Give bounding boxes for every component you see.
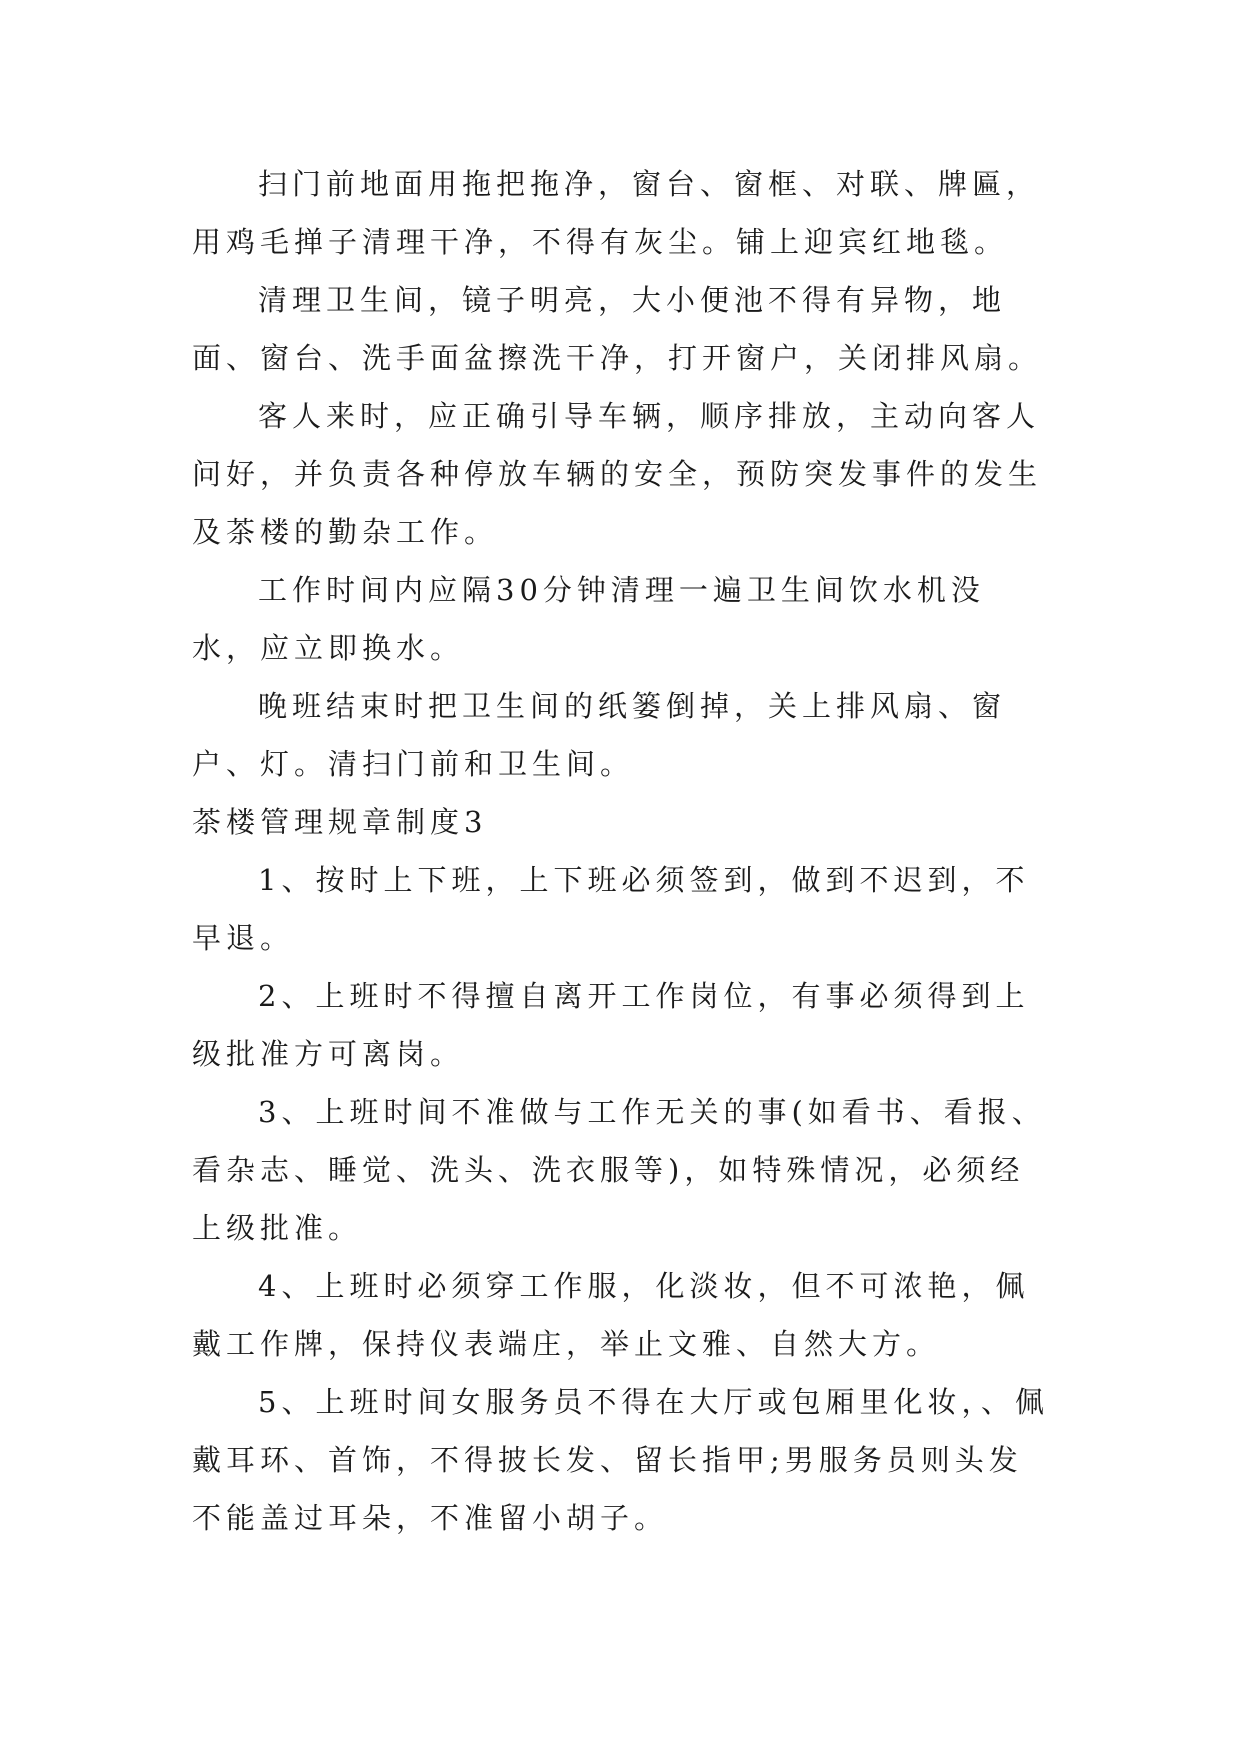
rule-item-3: 3、上班时间不准做与工作无关的事(如看书、看报、看杂志、睡觉、洗头、洗衣服等)，如特殊情况，必须经上级批准。 — [192, 1095, 1046, 1245]
paragraph-night-shift: 晚班结束时把卫生间的纸篓倒掉，关上排风扇、窗户、灯。清扫门前和卫生间。 — [192, 689, 1007, 781]
rule-item-2: 2、上班时不得擅自离开工作岗位，有事必须得到上级批准方可离岗。 — [192, 979, 1030, 1071]
section-title: 茶楼管理规章制度3 — [192, 805, 488, 839]
paragraph-work-interval: 工作时间内应隔30分钟清理一遍卫生间饮水机没水，应立即换水。 — [192, 573, 985, 665]
rule-item-5: 5、上班时间女服务员不得在大厅或包厢里化妆，、佩戴耳环、首饰，不得披长发、留长指甲;男服务员则头发不能盖过耳朵，不准留小胡子。 — [192, 1385, 1049, 1535]
rule-item-4: 4、上班时必须穿工作服，化淡妆，但不可浓艳，佩戴工作牌，保持仪表端庄，举止文雅、自然大方。 — [192, 1269, 1030, 1361]
document-page — [192, 155, 1052, 1547]
paragraph-guide-vehicles: 客人来时，应正确引导车辆，顺序排放，主动向客人问好，并负责各种停放车辆的安全，预防突发事件的发生及茶楼的勤杂工作。 — [192, 399, 1043, 549]
paragraph-sweep-entrance: 扫门前地面用拖把拖净，窗台、窗框、对联、牌匾，用鸡毛掸子清理干净，不得有灰尘。铺上迎宾红地毯。 — [192, 167, 1041, 259]
paragraph-clean-restroom: 清理卫生间，镜子明亮，大小便池不得有异物，地面、窗台、洗手面盆擦洗干净，打开窗户，关闭排风扇。 — [192, 283, 1043, 375]
rule-item-1: 1、按时上下班，上下班必须签到，做到不迟到，不早退。 — [192, 863, 1030, 955]
